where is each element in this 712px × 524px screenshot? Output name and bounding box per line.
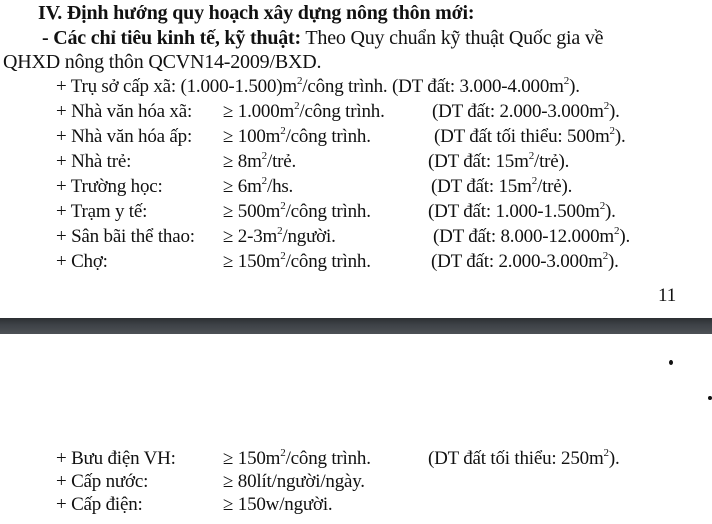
- criteria-value: ≥ $500m^2$/công trình.: [223, 200, 371, 222]
- section-heading: IV. Định hướng quy hoạch xây dựng nông thôn mới:: [38, 2, 475, 24]
- criteria-land-area: (DT đất tối thiểu: $500m^2$).: [434, 125, 626, 147]
- criteria-row-nha-tre: [56, 151, 712, 173]
- intro-text-line1: Theo Quy chuẩn kỹ thuật Quốc gia về: [300, 27, 604, 49]
- criteria-row-cap-nuoc: [56, 471, 712, 493]
- page-separator: [0, 318, 712, 334]
- criteria-label: + Trường học:: [56, 176, 163, 197]
- criteria-row-tru-so: [56, 76, 580, 98]
- criteria-value: ≥ 150w/người.: [223, 494, 333, 515]
- criteria-row-buu-dien: [56, 448, 712, 470]
- criteria-land-area: (DT đất: $15m^2/trẻ$).: [428, 150, 570, 172]
- criteria-value: ≥ $8m^2$/trẻ.: [223, 150, 297, 172]
- criteria-label: + Cấp nước:: [56, 471, 149, 492]
- scan-speck: [669, 360, 673, 365]
- criteria-value: ≥ $100m^2$/công trình.: [223, 125, 371, 147]
- superscript: 2: [296, 75, 303, 87]
- superscript: 2: [563, 75, 570, 87]
- criteria-value: /công trình. (DT đất: 3.000-4.000m: [302, 76, 564, 97]
- criteria-land-area: (DT đất: $8.000-12.000m^2$).: [433, 225, 631, 247]
- criteria-end: ).: [569, 76, 580, 97]
- criteria-label: + Nhà văn hóa ấp:: [56, 126, 193, 147]
- criteria-row-cho: [56, 251, 712, 273]
- criteria-value: ≥ $1.000m^2$/công trình.: [223, 100, 385, 122]
- criteria-land-area: (DT đất: $15m^2/trẻ$).: [431, 175, 573, 197]
- intro-bold-lead: - Các chỉ tiêu kinh tế, kỹ thuật:: [42, 27, 301, 49]
- criteria-value: ≥ $2-3m^2$/người.: [223, 225, 336, 247]
- criteria-land-area: (DT đất: $1.000-1.500m^2$).: [428, 200, 616, 222]
- criteria-value: ≥ $6m^2/hs$.: [223, 175, 294, 197]
- criteria-value: ≥ 80lít/người/ngày.: [223, 471, 365, 492]
- criteria-label: + Sân bãi thể thao:: [56, 226, 195, 247]
- criteria-land-area: (DT đất: $2.000-3.000m^2$).: [432, 100, 620, 122]
- criteria-land-area: (DT đất tối thiểu: $250m^2$).: [428, 447, 620, 469]
- criteria-label: + Trạm y tế:: [56, 201, 148, 222]
- criteria-land-area: (DT đất: $2.000-3.000m^2$).: [431, 250, 619, 272]
- criteria-row-truong-hoc: [56, 176, 712, 198]
- criteria-label: + Nhà trẻ:: [56, 151, 132, 172]
- criteria-label: + Chợ:: [56, 251, 108, 272]
- criteria-label: + Cấp điện:: [56, 494, 143, 515]
- criteria-label: + Nhà văn hóa xã:: [56, 101, 193, 122]
- criteria-value: ≥ $150m^2$/công trình.: [223, 447, 371, 469]
- criteria-row-san-bai-the-thao: [56, 226, 712, 248]
- criteria-label: + Trụ sở cấp xã: (1.000-1.500)m: [56, 76, 297, 97]
- intro-text-line2: QHXD nông thôn QCVN14-2009/BXD.: [3, 51, 322, 73]
- intro-paragraph: [42, 27, 603, 49]
- page-number: 11: [658, 285, 677, 306]
- criteria-label: + Bưu điện VH:: [56, 448, 176, 469]
- criteria-value: ≥ $150m^2$/công trình.: [223, 250, 371, 272]
- scan-speck: [708, 396, 712, 400]
- criteria-row-tram-y-te: [56, 201, 712, 223]
- criteria-row-nha-van-hoa-xa: [56, 101, 712, 123]
- document-page-12: [0, 334, 712, 524]
- criteria-row-cap-dien: [56, 494, 712, 516]
- criteria-row-nha-van-hoa-ap: [56, 126, 712, 148]
